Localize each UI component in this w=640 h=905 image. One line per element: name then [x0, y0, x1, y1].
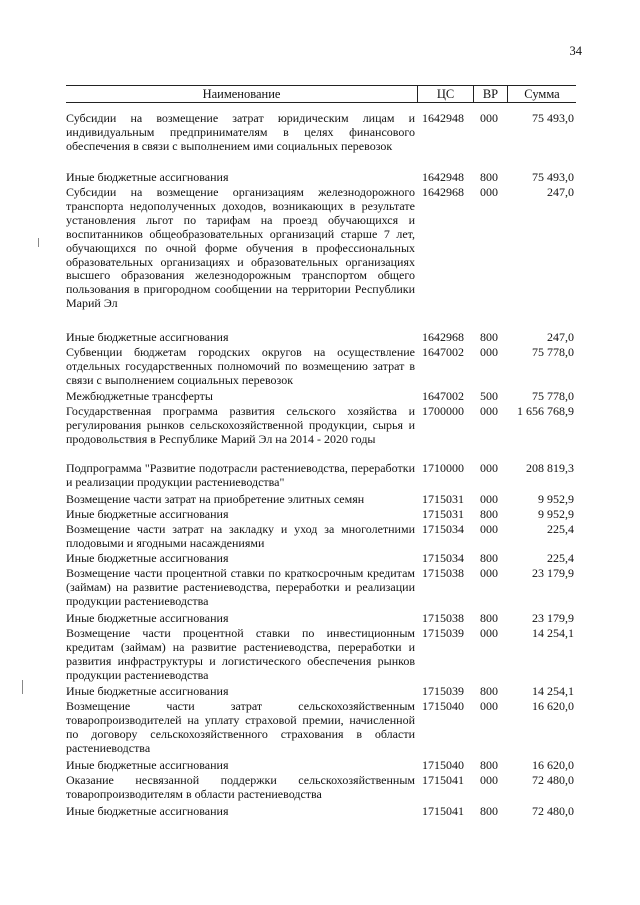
row-cs-cell: 1647002 — [422, 389, 464, 403]
row-vr-cell: 800 — [480, 507, 498, 521]
row-sum-cell: 16 620,0 — [532, 758, 574, 772]
row-name-cell: Иные бюджетные ассигнования — [66, 330, 229, 344]
row-vr-cell: 000 — [480, 626, 498, 640]
row-cs-cell: 1715040 — [422, 699, 464, 713]
row-cs-cell: 1715034 — [422, 551, 464, 565]
row-sum-cell: 247,0 — [547, 330, 574, 344]
row-name-cell: Возмещение части процентной ставки по инвестиционным кредитам (займам) на развитие растениеводства, переработки и развития инфраструктуры и логистического обеспечения рынков продукции растениеводства — [66, 626, 415, 682]
row-cs-cell: 1700000 — [422, 404, 464, 418]
row-name-cell: Иные бюджетные ассигнования — [66, 684, 229, 698]
row-cs-cell: 1710000 — [422, 461, 464, 475]
row-sum-cell: 23 179,9 — [532, 566, 574, 580]
row-cs-cell: 1715039 — [422, 626, 464, 640]
row-vr-cell: 000 — [480, 185, 498, 199]
row-sum-cell: 72 480,0 — [532, 804, 574, 818]
row-sum-cell: 9 952,9 — [538, 507, 574, 521]
row-vr-cell: 000 — [480, 522, 498, 536]
row-name-cell: Субсидии на возмещение организациям железнодорожного транспорта недополученных доходов, возникающих в результате установления льгот по тарифам на проезд обучающихся и воспитанников общеобразовательных организаций старше 7 лет, обучающихся по очной форме обучения в профессиональных образовательных организациях и образовательных организациях высшего образования железнодорожным транспортом общего пользования в пригородном сообщении на территории Республики Марий Эл — [66, 185, 415, 311]
row-sum-cell: 14 254,1 — [532, 626, 574, 640]
row-sum-cell: 72 480,0 — [532, 773, 574, 787]
row-vr-cell: 000 — [480, 773, 498, 787]
row-cs-cell: 1642948 — [422, 111, 464, 125]
column-header-name: Наименование — [202, 87, 281, 101]
row-vr-cell: 500 — [480, 389, 498, 403]
row-cs-cell: 1715038 — [422, 566, 464, 580]
row-vr-cell: 000 — [480, 345, 498, 359]
row-sum-cell: 225,4 — [547, 522, 574, 536]
row-cs-cell: 1642968 — [422, 330, 464, 344]
row-sum-cell: 208 819,3 — [526, 461, 574, 475]
row-name-cell: Возмещение части затрат на закладку и уход за многолетними плодовыми и ягодными насаждениями — [66, 522, 415, 550]
row-vr-cell: 000 — [480, 461, 498, 475]
row-vr-cell: 000 — [480, 566, 498, 580]
column-header-vr: ВР — [482, 87, 499, 101]
row-name-cell: Иные бюджетные ассигнования — [66, 551, 229, 565]
column-header-cs: ЦС — [436, 87, 455, 101]
row-name-cell: Возмещение части процентной ставки по краткосрочным кредитам (займам) на развитие растениеводства, переработки и реализации продукции растениеводства — [66, 566, 415, 608]
row-name-cell: Государственная программа развития сельского хозяйства и регулирования рынков сельскохозяйственной продукции, сырья и продовольствия в Республике Марий Эл на 2014 - 2020 годы — [66, 404, 415, 446]
row-sum-cell: 9 952,9 — [538, 492, 574, 506]
row-sum-cell: 1 656 768,9 — [517, 404, 574, 418]
row-name-cell: Субсидии на возмещение затрат юридическим лицам и индивидуальным предпринимателям в целях финансового обеспечения в связи с выполнением ими социальных перевозок — [66, 111, 415, 153]
row-cs-cell: 1715031 — [422, 507, 464, 521]
row-sum-cell: 247,0 — [547, 185, 574, 199]
row-cs-cell: 1715038 — [422, 611, 464, 625]
row-vr-cell: 800 — [480, 758, 498, 772]
row-cs-cell: 1715040 — [422, 758, 464, 772]
row-cs-cell: 1647002 — [422, 345, 464, 359]
row-vr-cell: 800 — [480, 551, 498, 565]
row-name-cell: Оказание несвязанной поддержки сельскохозяйственным товаропроизводителям в области растениеводства — [66, 773, 415, 801]
row-sum-cell: 75 778,0 — [532, 345, 574, 359]
row-vr-cell: 800 — [480, 170, 498, 184]
row-name-cell: Иные бюджетные ассигнования — [66, 611, 229, 625]
row-vr-cell: 800 — [480, 330, 498, 344]
row-name-cell: Иные бюджетные ассигнования — [66, 507, 229, 521]
row-sum-cell: 14 254,1 — [532, 684, 574, 698]
row-cs-cell: 1642948 — [422, 170, 464, 184]
row-name-cell: Возмещение части затрат сельскохозяйственным товаропроизводителей на уплату страховой премии, начисленной по договору сельскохозяйственного страхования в области растениеводства — [66, 699, 415, 755]
page-number: 34 — [569, 44, 582, 58]
row-cs-cell: 1715041 — [422, 804, 464, 818]
row-name-cell: Субвенции бюджетам городских округов на осуществление отдельных государственных полномочий по возмещению затрат в связи с выполнением социальных перевозок — [66, 345, 415, 387]
row-vr-cell: 800 — [480, 804, 498, 818]
row-name-cell: Иные бюджетные ассигнования — [66, 804, 229, 818]
row-name-cell: Иные бюджетные ассигнования — [66, 170, 229, 184]
row-sum-cell: 225,4 — [547, 551, 574, 565]
row-vr-cell: 800 — [480, 611, 498, 625]
column-header-sum: Сумма — [524, 87, 560, 101]
row-name-cell: Иные бюджетные ассигнования — [66, 758, 229, 772]
row-cs-cell: 1715034 — [422, 522, 464, 536]
row-name-cell: Подпрограмма "Развитие подотрасли растениеводства, переработки и реализации продукции растениеводства" — [66, 461, 415, 489]
row-vr-cell: 000 — [480, 699, 498, 713]
row-vr-cell: 000 — [480, 111, 498, 125]
row-name-cell: Межбюджетные трансферты — [66, 389, 213, 403]
row-cs-cell: 1715041 — [422, 773, 464, 787]
row-name-cell: Возмещение части затрат на приобретение элитных семян — [66, 492, 365, 506]
row-vr-cell: 800 — [480, 684, 498, 698]
row-cs-cell: 1715039 — [422, 684, 464, 698]
row-sum-cell: 75 778,0 — [532, 389, 574, 403]
row-vr-cell: 000 — [480, 404, 498, 418]
row-vr-cell: 000 — [480, 492, 498, 506]
row-sum-cell: 75 493,0 — [532, 170, 574, 184]
row-sum-cell: 75 493,0 — [532, 111, 574, 125]
row-sum-cell: 23 179,9 — [532, 611, 574, 625]
row-sum-cell: 16 620,0 — [532, 699, 574, 713]
row-cs-cell: 1715031 — [422, 492, 464, 506]
row-cs-cell: 1642968 — [422, 185, 464, 199]
